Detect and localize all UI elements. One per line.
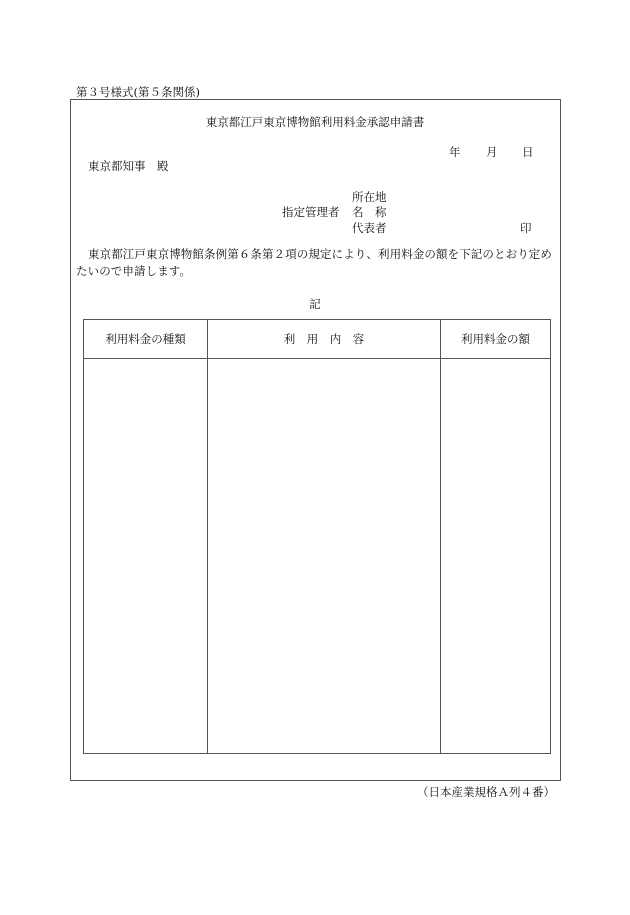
date-year-label: 年	[449, 145, 461, 159]
header-usage-content: 利 用 内 容	[208, 320, 441, 359]
fee-table	[83, 319, 551, 754]
representative-label: 代表者	[352, 221, 387, 235]
date-day-label: 日	[522, 145, 534, 159]
form-number-label: 第３号様式(第５条関係)	[76, 85, 200, 99]
fee-type-cell[interactable]	[84, 359, 208, 754]
fee-amount-cell[interactable]	[441, 359, 551, 754]
date-month-label: 月	[486, 145, 498, 159]
document-title: 東京都江戸東京博物館利用料金承認申請書	[205, 115, 425, 129]
designated-manager-label: 指定管理者	[282, 205, 340, 219]
applicant-name-label: 名 称	[352, 205, 387, 219]
seal-mark: 印	[520, 221, 532, 235]
addressee: 東京都知事 殿	[88, 159, 169, 173]
fee-table-header-row	[84, 320, 551, 359]
applicant-address-label: 所在地	[352, 190, 387, 204]
application-statement: 東京都江戸東京博物館条例第６条第２項の規定により、利用料金の額を下記のとおり定めたいので申請します。	[76, 247, 552, 278]
table-row	[84, 359, 551, 754]
paper-size-note: （日本産業規格Ａ列４番）	[417, 785, 555, 799]
ki-heading: 記	[309, 297, 321, 311]
header-fee-type: 利用料金の種類	[84, 320, 208, 359]
header-fee-amount: 利用料金の額	[441, 320, 551, 359]
usage-content-cell[interactable]	[208, 359, 441, 754]
